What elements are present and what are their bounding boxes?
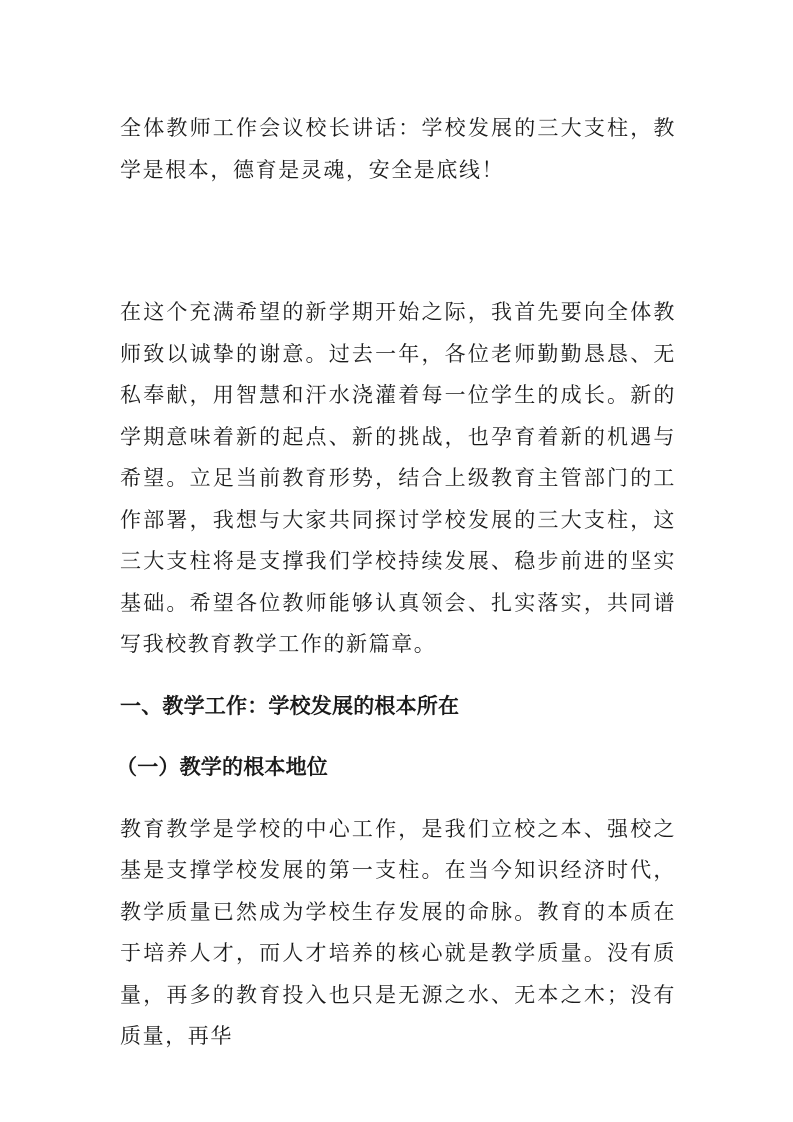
document-title: 全体教师工作会议校长讲话：学校发展的三大支柱，教学是根本，德育是灵魂，安全是底线！ bbox=[120, 116, 676, 182]
subsection-heading-fundamental-status: （一）教学的根本地位 bbox=[116, 755, 328, 779]
intro-paragraph: 在这个充满希望的新学期开始之际，我首先要向全体教师致以诚挚的谢意。过去一年，各位老师勤勤恳恳、无私奉献，用智慧和汗水浇灌着每一位学生的成长。新的学期意味着新的起点、新的挑战，也孕育着新的机遇与希望。立足当前教育形势，结合上级教育主管部门的工作部署，我想与大家共同探讨学校发展的三大支柱，这三大支柱将是支撑我们学校持续发展、稳步前进的坚实基础。希望各位教师能够认真领会、扎实落实，共同谱写我校教育教学工作的新篇章。 bbox=[120, 300, 676, 656]
section-heading-teaching: 一、教学工作：学校发展的根本所在 bbox=[120, 693, 460, 718]
subsection-paragraph: 教育教学是学校的中心工作，是我们立校之本、强校之基是支撑学校发展的第一支柱。在当今知识经济时代，教学质量已然成为学校生存发展的命脉。教育的本质在于培养人才，而人才培养的核心就是教学质量。没有质量，再多的教育投入也只是无源之水、无本之木；没有质量，再华 bbox=[120, 816, 676, 1048]
document-page bbox=[116, 108, 676, 1058]
